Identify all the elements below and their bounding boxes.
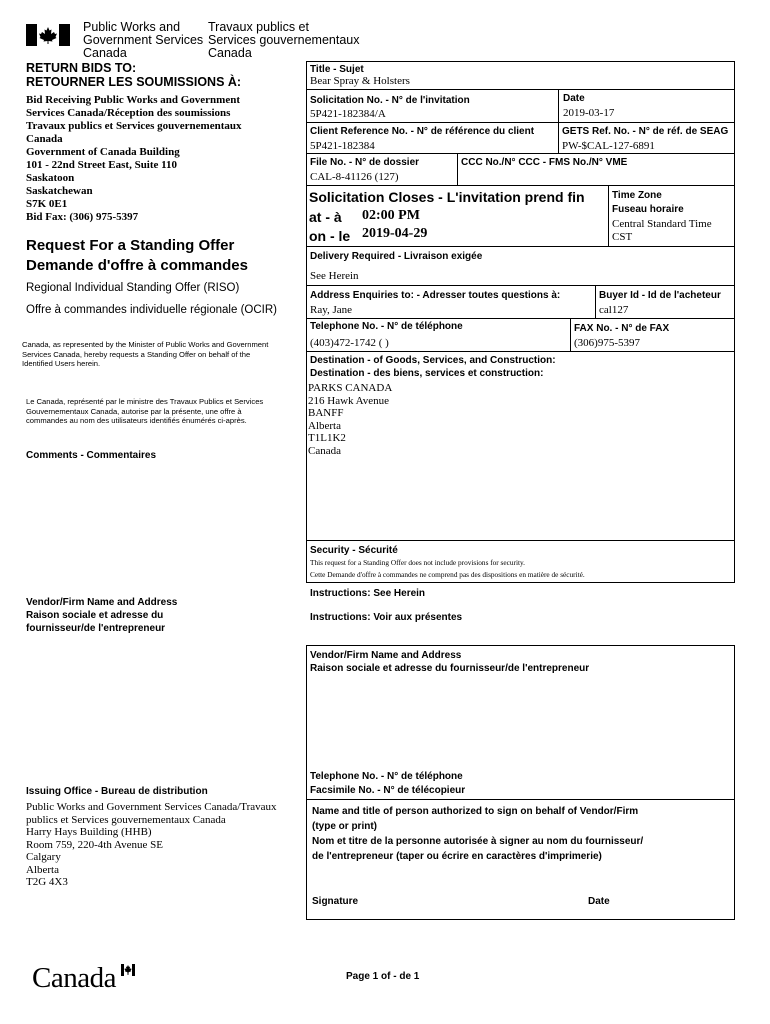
vendor-box-label-en: Vendor/Firm Name and Address [310,650,462,661]
destination-label-fr: Destination - des biens, services et construction: [310,368,544,379]
dept-en-line: Public Works and [83,20,181,34]
wordmark-text: Canada [32,962,116,994]
vendor-left-label [26,596,177,635]
vendor-left-label-line: Raison sociale et adresse du [26,610,164,621]
signature-date-label: Date [588,896,610,907]
telephone-value: (403)472-1742 ( ) [310,337,389,349]
offer-type-en: Regional Individual Standing Offer (RISO) [26,282,240,294]
issuing-address-line: publics et Services gouvernementaux Canada [26,813,226,826]
ccc-label: CCC No./N° CCC - FMS No./N° VME [461,157,628,168]
authorized-signer-label [312,804,643,864]
address-line: S7K 0E1 [26,198,68,210]
offer-type-fr: Offre à commandes individuelle régionale (OCIR) [26,304,277,316]
issuing-address-line: Calgary [26,851,61,863]
vendor-fax-label: Facsimile No. - N° de télécopieur [310,785,466,796]
address-line: Government of Canada Building [26,146,180,158]
date-label: Date [563,93,585,104]
solicitation-label: Solicitation No. - N° de l'invitation [310,95,470,106]
solicitation-value: 5P421-182384/A [310,108,386,120]
security-label: Security - Sécurité [310,545,398,556]
time-zone-label-fr: Fuseau horaire [612,204,684,215]
client-ref-value: 5P421-182384 [310,140,375,152]
delivery-value: See Herein [310,270,359,282]
return-bids-title-fr: RETOURNER LES SOUMISSIONS À: [26,75,242,89]
signer-label-line: de l'entrepreneur (taper ou écrire en caractères d'imprimerie) [312,851,602,862]
issuing-office-label: Issuing Office - Bureau de distribution [26,786,208,797]
vendor-box-label-fr: Raison sociale et adresse du fournisseur/de l'entrepreneur [310,663,590,674]
destination-line: T1L1K2 [308,432,346,444]
destination-line: Canada [308,444,341,457]
vendor-telephone-label: Telephone No. - N° de téléphone [310,771,463,782]
instructions-en: Instructions: See Herein [310,588,426,599]
file-no-value: CAL-8-41126 (127) [310,171,399,183]
issuing-address-line: Alberta [26,863,59,876]
solicitation-closes-label: Solicitation Closes - L'invitation prend fin [309,189,585,205]
issuing-address-line: T2G 4X3 [26,876,68,888]
enquiries-value: Ray, Jane [310,304,353,316]
destination-line: BANFF [308,407,344,419]
signature-label: Signature [312,896,359,907]
gets-ref-value: PW-$CAL-127-6891 [562,140,655,152]
time-zone-value: Central Standard Time [612,218,712,230]
destination-address [308,382,392,457]
time-zone-abbr: CST [612,231,633,243]
canada-wordmark [32,958,142,998]
address-line: Services Canada/Réception des soumissions [26,107,231,119]
buyer-id-value: cal127 [599,304,629,316]
issuing-address-line: Public Works and Government Services Canada/Travaux [26,801,277,813]
dept-fr-line: Travaux publics et [208,20,309,34]
dept-en-line: Canada [83,46,127,60]
address-line: Bid Receiving Public Works and Government [26,94,241,106]
time-zone-label-en: Time Zone [612,190,662,201]
closes-on-label: on - le [309,228,351,244]
issuing-address-line: Harry Hays Building (HHB) [26,826,152,838]
request-title [26,236,248,276]
closes-at-label: at - à [309,209,342,225]
return-bids-title-en: RETURN BIDS TO: [26,61,137,75]
government-flag-icon [26,24,70,46]
wordmark-flag-icon [121,964,135,976]
destination-line: Alberta [308,419,341,432]
bid-fax-line: Bid Fax: (306) 975-5397 [26,211,139,223]
instructions-fr: Instructions: Voir aux présentes [310,612,463,623]
address-line: Canada [26,133,63,145]
signer-label-line: Nom et titre de la personne autorisée à signer au nom du fournisseur/ [312,836,644,847]
issuing-office-address [26,801,277,889]
delivery-label: Delivery Required - Livraison exigée [310,251,483,262]
signer-label-line: (type or print) [312,821,377,832]
telephone-label: Telephone No. - N° de téléphone [310,321,463,332]
comments-label: Comments - Commentaires [26,450,157,461]
dept-fr-line: Canada [208,46,252,60]
request-title-en: Request For a Standing Offer [26,237,235,254]
date-value: 2019-03-17 [563,107,615,119]
file-no-label: File No. - N° de dossier [310,157,420,168]
issuing-address-line: Room 759, 220-4th Avenue SE [26,838,163,851]
address-line: Travaux publics et Services gouvernementaux [26,120,242,132]
address-line: Saskatoon [26,172,75,184]
page-number: Page 1 of - de 1 [346,971,420,982]
enquiries-label: Address Enquiries to: - Adresser toutes questions à: [310,290,561,301]
closes-on-value: 2019-04-29 [362,226,428,241]
buyer-id-label: Buyer Id - Id de l'acheteur [599,290,721,301]
fax-label: FAX No. - N° de FAX [574,323,670,334]
destination-line: PARKS CANADA [308,382,393,394]
fax-value: (306)975-5397 [574,337,640,349]
destination-label-en: Destination - of Goods, Services, and Construction: [310,355,556,366]
department-name-fr [208,21,359,60]
title-label: Title - Sujet [310,64,364,75]
return-bids-title [26,61,241,89]
closes-at-value: 02:00 PM [362,208,420,223]
security-text-en: This request for a Standing Offer does not include provisions for security. [310,558,526,567]
return-bids-address [26,94,242,224]
vendor-left-label-line: Vendor/Firm Name and Address [26,597,178,608]
title-value: Bear Spray & Holsters [310,75,410,87]
gets-ref-label: GETS Ref. No. - N° de réf. de SEAG [562,126,729,137]
request-paragraph-fr: Le Canada, représenté par le ministre des Travaux Publics et Services Gouvernementaux Canada, autorise par la présente, une offre à commandes au nom des utilisateurs identifiés énumérés ci-après. [26,397,264,425]
client-ref-label: Client Reference No. - N° de référence du client [310,126,535,137]
request-title-fr: Demande d'offre à commandes [26,257,248,274]
address-line: Saskatchewan [26,185,93,197]
dept-fr-line: Services gouvernementaux [208,33,360,47]
signer-label-line: Name and title of person authorized to sign on behalf of Vendor/Firm [312,806,639,817]
security-text-fr: Cette Demande d'offre à commandes ne comprend pas des dispositions en matière de sécurité. [310,570,585,579]
dept-en-line: Government Services [83,33,204,47]
department-name-en [83,21,203,60]
destination-line: 216 Hawk Avenue [308,394,390,407]
request-paragraph-en: Canada, as represented by the Minister of Public Works and Government Services Canada, hereby requests a Standing Offer on behalf of the Identified Users herein. [22,340,269,368]
vendor-left-label-line: fournisseur/de l'entrepreneur [26,623,166,634]
address-line: 101 - 22nd Street East, Suite 110 [26,159,178,171]
